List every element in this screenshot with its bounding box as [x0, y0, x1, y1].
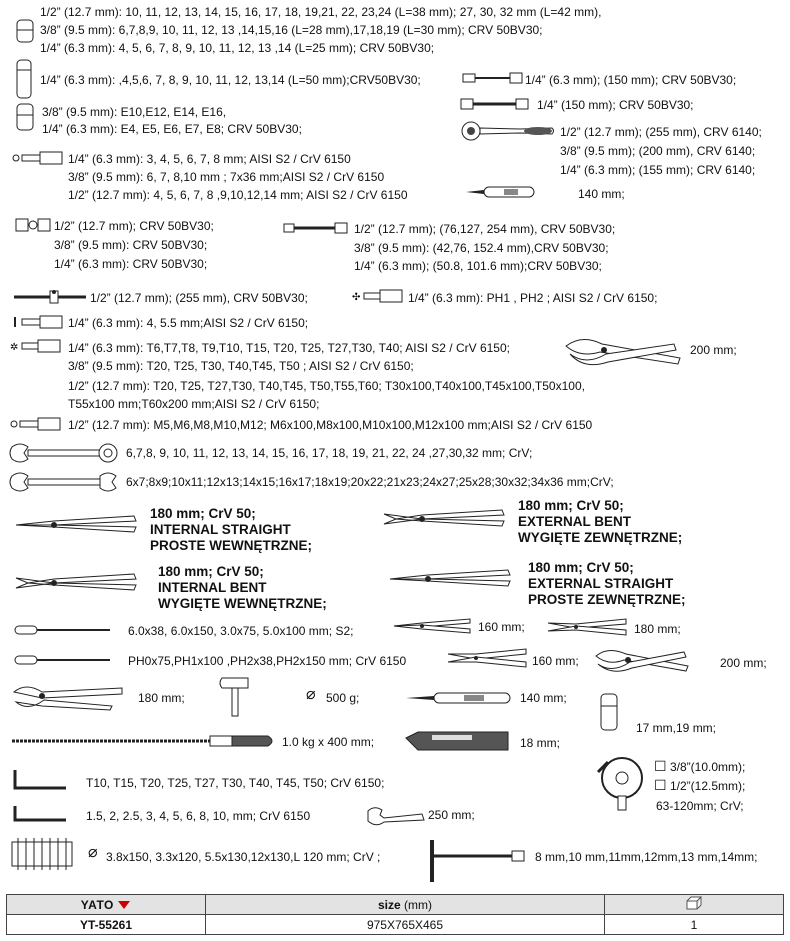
- model-cell: YT-55261: [7, 915, 206, 935]
- spec-line: 6.0x38, 6.0x150, 3.0x75, 5.0x100 mm; S2;: [128, 624, 354, 638]
- diameter-icon: ⌀: [88, 844, 98, 861]
- quantity-header-cell: [605, 895, 784, 915]
- spec-line: 250 mm;: [428, 808, 475, 822]
- plier-label: EXTERNAL STRAIGHT: [528, 576, 674, 591]
- spec-line: 1/4” (6.3 mm): 4, 5.5 mm;AISI S2 / CrV 6150;: [68, 316, 309, 330]
- spec-line: 180 mm;: [138, 691, 185, 705]
- spec-line: 1/4” (6.3 mm); (150 mm); CRV 50BV30;: [525, 73, 737, 87]
- quantity-cell: 1: [605, 915, 784, 935]
- spec-line: 1/4” (6.3 mm): 3, 4, 5, 6, 7, 8 mm; AISI S2 / CrV 6150: [68, 152, 351, 166]
- plier-label: PROSTE WEWNĘTRZNE;: [150, 538, 312, 553]
- spec-line: 6,7,8, 9, 10, 11, 12, 13, 14, 15, 16, 17, 18, 19, 21, 22, 24 ,27,30,32 mm; CrV;: [126, 446, 533, 460]
- screwdriver-bit-set-icon: [10, 836, 80, 872]
- spec-line: 160 mm;: [532, 654, 579, 668]
- extension-set-icon: [283, 221, 349, 235]
- yato-logo-icon: [117, 900, 131, 910]
- spec-line: 140 mm;: [578, 187, 625, 201]
- diagonal-cutter-icon: [546, 616, 628, 638]
- extension-bar-icon: [460, 97, 530, 111]
- spec-line: 160 mm;: [478, 620, 525, 634]
- spec-line: 1/2” (12.7 mm); (255 mm), CRV 50BV30;: [90, 291, 308, 305]
- table-header-row: [7, 895, 784, 915]
- svg-text:✲: ✲: [10, 342, 19, 353]
- spec-line: 3/8” (9.5 mm): T20, T25, T30, T40,T45, T50 ; AISI S2 / CrV 6150;: [68, 359, 414, 373]
- spec-line: 1/2” (12.7 mm); (76,127, 254 mm), CRV 50BV30;: [354, 222, 616, 236]
- size-label: size: [377, 897, 401, 912]
- spec-line: 1/2” (12.7 mm): 10, 11, 12, 13, 14, 15, 16, 17, 18, 19,21, 22, 23,24 (L=38 mm); 27, 30, 32 mm (L=42 mm),: [40, 5, 602, 19]
- adjustable-wrench-icon: [366, 806, 426, 826]
- spec-line: 1/2” (12.7 mm): M5,M6,M8,M10,M12; M6x100,M8x100,M10x100,M12x100 mm;AISI S2 / CrV 6150: [68, 418, 593, 432]
- torx-bit-socket-icon: [10, 339, 66, 353]
- spec-line: 180 mm;: [634, 622, 681, 636]
- slotted-bit-socket-icon: [12, 315, 66, 329]
- spec-line: 63-120mm; CrV;: [656, 799, 744, 813]
- plier-label: INTERNAL STRAIGHT: [150, 522, 291, 537]
- oil-filter-wrench-icon: [594, 752, 650, 812]
- spec-line: 1/4” (6.3 mm): ,4,5,6, 7, 8, 9, 10, 11, 12, 13,14 (L=50 mm);CRV50BV30;: [40, 73, 421, 87]
- deep-socket-icon: [14, 58, 34, 100]
- checkbox-icon: ☐: [654, 777, 667, 793]
- spec-line: 3.8x150, 3.3x120, 5.5x130,12x130,L 120 mm; CrV ;: [106, 850, 381, 864]
- spec-line: 1/2” (12.7 mm): 4, 5, 6, 7, 8 ,9,10,12,14 mm; AISI S2 / CrV 6150: [68, 188, 408, 202]
- spark-plug-socket-icon: [598, 692, 622, 732]
- spec-line: PH0x75,PH1x100 ,PH2x38,PH2x150 mm; CrV 6150: [128, 654, 407, 668]
- bit-socket-hex-icon: [12, 151, 66, 165]
- voltage-tester-icon: [464, 184, 536, 200]
- spec-line: 500 g;: [326, 691, 360, 705]
- utility-knife-icon: [404, 728, 510, 754]
- torx-key-icon: [12, 768, 68, 792]
- dimensions-cell: 975X765X465: [206, 915, 605, 935]
- hammer-icon: [218, 674, 262, 718]
- groove-joint-pliers-icon: [562, 332, 682, 368]
- hex-key-icon: [12, 804, 68, 824]
- box-icon: [685, 896, 703, 910]
- spec-line: 1/2” (12.7 mm); CRV 50BV30;: [54, 219, 214, 233]
- spec-line: 140 mm;: [520, 691, 567, 705]
- spec-line: T55x100 mm;T60x200 mm;AISI S2 / CrV 6150;: [68, 397, 320, 411]
- plier-label: INTERNAL BENT: [158, 580, 267, 595]
- spec-line: 1/4” (6.3 mm): 4, 5, 6, 7, 8, 9, 10, 11, 12, 13 ,14 (L=25 mm); CRV 50BV30;: [40, 41, 435, 55]
- phillips-bit-socket-icon: [352, 289, 406, 303]
- slip-joint-pliers-icon: [592, 644, 690, 674]
- internal-straight-circlip-pliers-icon: [14, 512, 140, 538]
- spec-line: 1/4” (6.3 mm); (155 mm); CRV 6140;: [560, 163, 756, 177]
- svg-text:✣: ✣: [352, 292, 361, 303]
- spec-line: 6x7;8x9;10x11;12x13;14x15;16x17;18x19;20x22;21x23;24x27;25x28;30x32;34x36 mm;CrV;: [126, 475, 614, 489]
- spec-line: 1/4” (6.3 mm): PH1 , PH2 ; AISI S2 / CrV 6150;: [408, 291, 658, 305]
- open-end-wrench-icon: [10, 470, 118, 494]
- plier-label: 180 mm; CrV 50;: [158, 564, 264, 579]
- spec-line: 8 mm,10 mm,11mm,12mm,13 mm,14mm;: [535, 850, 758, 864]
- spec-line: 1/2” (12.7 mm); (255 mm), CRV 6140;: [560, 125, 762, 139]
- spec-line: 1/4” (6.3 mm); (50.8, 101.6 mm);CRV 50BV30;: [354, 259, 602, 273]
- phillips-screwdriver-icon: [14, 654, 114, 666]
- spec-line: 3/8” (9.5 mm): (42,76, 152.4 mm),CRV 50BV30;: [354, 241, 609, 255]
- plier-label: EXTERNAL BENT: [518, 514, 632, 529]
- external-straight-circlip-pliers-icon: [388, 566, 514, 592]
- sliding-t-bar-icon: [12, 288, 88, 304]
- spec-line: 1/2” (12.7 mm): T20, T25, T27,T30, T40,T45, T50,T55,T60; T30x100,T40x100,T45x100,T50x100,: [68, 379, 585, 393]
- spec-line: 3/8” (9.5 mm): 6, 7, 8,10 mm ; 7x36 mm;AISI S2 / CrV 6150: [68, 170, 385, 184]
- flexible-extension-icon: [462, 71, 524, 85]
- brand-logo: YATO: [80, 897, 114, 912]
- size-header-cell: [206, 895, 605, 915]
- plier-label: 180 mm; CrV 50;: [528, 560, 634, 575]
- universal-joint-icon: [14, 216, 52, 234]
- spec-line: 1.5, 2, 2.5, 3, 4, 5, 6, 8, 10, mm; CrV 6150: [86, 809, 311, 823]
- plier-label: PROSTE ZEWNĘTRZNE;: [528, 592, 686, 607]
- short-socket-icon: [14, 18, 36, 44]
- spec-line: 1/4” (6.3 mm): T6,T7,T8, T9,T10, T15, T20, T25, T27,T30, T40; AISI S2 / CrV 6150;: [68, 341, 510, 355]
- spec-line: 1/4” (6.3 mm): CRV 50BV30;: [54, 257, 208, 271]
- plier-label: 180 mm; CrV 50;: [518, 498, 624, 513]
- t-handle-wrench-icon: [428, 836, 528, 884]
- flexible-pickup-tool-icon: [10, 732, 276, 750]
- spec-line: 1/2”(12.5mm);: [670, 779, 746, 793]
- combination-wrench-icon: [10, 441, 118, 465]
- plier-label: WYGIĘTE ZEWNĘTRZNE;: [518, 530, 683, 545]
- spec-line: 17 mm,19 mm;: [636, 721, 717, 735]
- table-row: [7, 915, 784, 935]
- voltage-tester-small-icon: [404, 690, 514, 706]
- spec-line: 1/4” (6.3 mm): E4, E5, E6, E7, E8; CRV 50BV30;: [42, 122, 302, 136]
- spec-line: 18 mm;: [520, 736, 561, 750]
- plier-label: WYGIĘTE WEWNĘTRZNE;: [158, 596, 327, 611]
- diameter-icon: ⌀: [306, 686, 316, 703]
- external-bent-circlip-pliers-icon: [382, 506, 508, 532]
- spec-line: 3/8”(10.0mm);: [670, 760, 746, 774]
- spec-line: 3/8” (9.5 mm): E10,E12, E14, E16,: [42, 105, 227, 119]
- flat-screwdriver-icon: [14, 624, 114, 636]
- spec-line: 3/8” (9.5 mm); (200 mm), CRV 6140;: [560, 144, 756, 158]
- plier-label: 180 mm; CrV 50;: [150, 506, 256, 521]
- spec-line: 1/4” (150 mm); CRV 50BV30;: [537, 98, 694, 112]
- size-unit: (mm): [404, 897, 432, 912]
- combination-pliers-icon: [446, 646, 528, 670]
- spec-line: 200 mm;: [690, 343, 737, 357]
- internal-bent-circlip-pliers-icon: [14, 570, 140, 596]
- spec-line: T10, T15, T20, T25, T27, T30, T40, T45, T50; CrV 6150;: [86, 776, 385, 790]
- spec-line: 200 mm;: [720, 656, 767, 670]
- long-nose-pliers-icon: [392, 616, 472, 636]
- torx-socket-icon: [14, 102, 36, 132]
- spec-line: 3/8” (9.5 mm): 6,7,8,9, 10, 11, 12, 13 ,14,15,16 (L=28 mm),17,18,19 (L=30 mm); CRV 50BV30;: [40, 23, 543, 37]
- spec-line: 1.0 kg x 400 mm;: [282, 735, 375, 749]
- ratchet-handle-icon: [460, 120, 556, 142]
- spec-line: 3/8” (9.5 mm): CRV 50BV30;: [54, 238, 208, 252]
- brand-cell: [7, 895, 206, 915]
- product-spec-table: [6, 894, 784, 935]
- spline-bit-socket-icon: [10, 417, 66, 431]
- locking-pliers-icon: [12, 682, 124, 712]
- checkbox-icon: ☐: [654, 758, 667, 774]
